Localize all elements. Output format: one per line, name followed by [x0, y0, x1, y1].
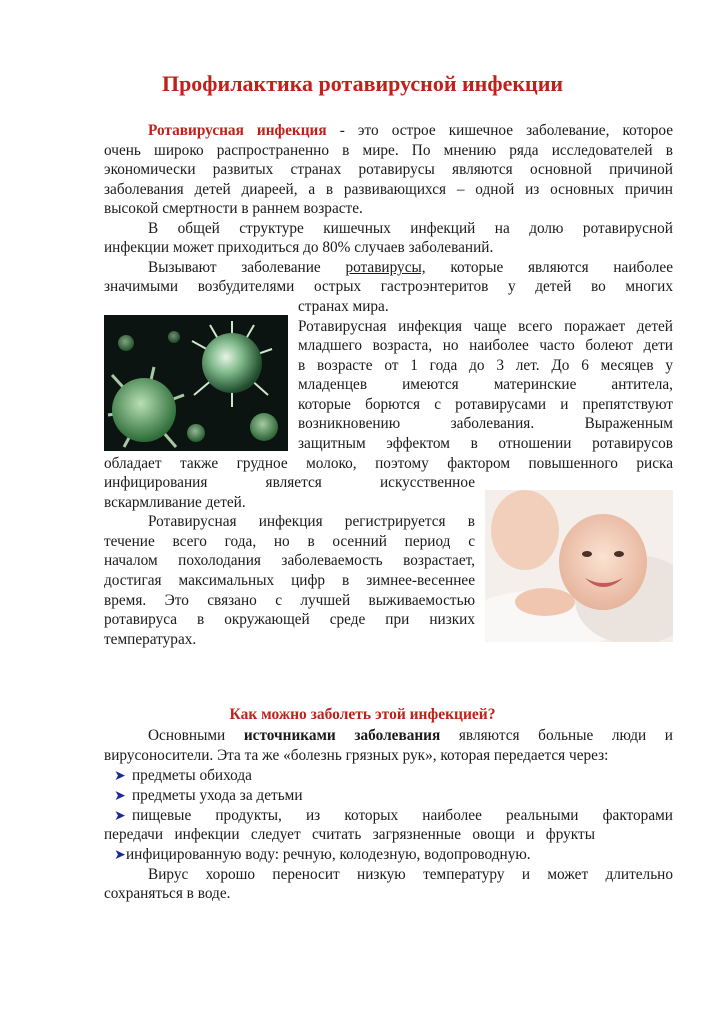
p3-line-3: странах мира. [298, 298, 389, 315]
term-rotavirus-infection: Ротавирусная инфекция [148, 122, 327, 139]
p2-line-1: В общей структуре кишечных инфекций на долю ротавирусной [148, 220, 673, 237]
p1-line-1 [148, 121, 673, 141]
p5-line-7: температурах. [104, 631, 197, 648]
bullet-text: предметы обихода [132, 767, 252, 784]
arrow-bullet-icon: ➤ [114, 848, 126, 863]
p4-line-9: инфицирования является искусственное [104, 474, 475, 491]
p4-line-6: возникновению заболевания. Выраженным [298, 415, 673, 432]
arrow-bullet-icon: ➤ [114, 789, 126, 804]
p3-text-a: Вызывают заболевание [148, 259, 346, 276]
p4-line-5: которые борются с ротавирусами и препятствуют [298, 396, 673, 413]
s2-last-line-2: сохраняться в воде. [104, 885, 231, 902]
p1-line-1-text: - это острое кишечное заболевание, которое [326, 122, 673, 139]
p5-line-1: Ротавирусная инфекция регистрируется в [148, 513, 475, 530]
s2-intro-a: Основными [148, 727, 244, 744]
p2-line-2: инфекции может приходиться до 80% случаев заболеваний. [104, 239, 494, 256]
s2-intro-line-2: вирусоносители. Эта та же «болезнь грязных рук», которая передается через: [104, 747, 609, 764]
p4-line-4: младенцев имеются материнские антитела, [298, 376, 673, 393]
arrow-bullet-icon: ➤ [114, 809, 126, 824]
s2-intro-b: являются больные люди и [440, 727, 673, 744]
p5-line-6: ротавируса в окружающей среде при низких [104, 611, 475, 628]
p4-line-8: обладает также грудное молоко, поэтому фактором повышенного риска [104, 455, 673, 472]
bullet-3-continuation: передачи инфекции следует считать загрязненные овощи и фрукты [104, 826, 595, 843]
p3-line-1 [148, 258, 673, 278]
page-title: Профилактика ротавирусной инфекции [161, 71, 564, 96]
p4-line-7: защитным эффектом в отношении ротавирусов [298, 435, 673, 452]
bullet-item [114, 806, 673, 827]
s2-last-line-1: Вирус хорошо переносит низкую температуру и может длительно [148, 866, 673, 883]
rotavirus-image [104, 315, 288, 451]
bullet-item [114, 786, 303, 807]
section-heading: Как можно заболеть этой инфекцией? [229, 706, 496, 723]
bullet-text: пищевые продукты, из которых наиболее реальными факторами [132, 807, 673, 824]
s2-intro-line-1 [148, 726, 673, 746]
p1-line-3: экономически развитых странах ротавирусы являются основной причиной [104, 161, 673, 178]
p1-line-2: очень широко распространенно в мире. По мнению ряда исследователей в [104, 142, 673, 159]
rotavirus-link[interactable]: ротавирусы, [345, 259, 426, 276]
p4-line-3: в возрасте от 1 года до 3 лет. До 6 месяцев у [298, 357, 673, 374]
p4-line-1: Ротавирусная инфекция чаще всего поражает детей [298, 318, 673, 335]
p5-line-4: достигая максимальных цифр в зимнее-весеннее [104, 572, 475, 589]
bullet-item [114, 845, 531, 866]
p4-line-10: вскармливание детей. [104, 494, 246, 511]
baby-photo [485, 490, 673, 642]
bullet-text: предметы ухода за детьми [132, 787, 303, 804]
p3-line-2: значимыми возбудителями острых гастроэнтеритов у детей во многих [104, 278, 673, 295]
p4-line-2: младшего возраста, но наиболее часто болеют дети [298, 337, 673, 354]
bullet-text: инфицированную воду: речную, колодезную, водопроводную. [126, 846, 531, 863]
bullet-item [114, 766, 252, 787]
p5-line-5: время. Это связано с лучшей выживаемостью [104, 592, 475, 609]
arrow-bullet-icon: ➤ [114, 769, 126, 784]
p5-line-2: течение всего года, но в осенний период с [104, 533, 475, 550]
p5-line-3: началом похолодания заболеваемость возрастает, [104, 552, 475, 569]
p3-text-b: которые являются наиболее [425, 259, 673, 276]
p1-line-5: высокой смертности в раннем возрасте. [104, 200, 363, 217]
sources-of-disease: источниками заболевания [243, 727, 441, 744]
p1-line-4: заболевания детей диареей, а в развивающихся – одной из основных причин [104, 181, 673, 198]
